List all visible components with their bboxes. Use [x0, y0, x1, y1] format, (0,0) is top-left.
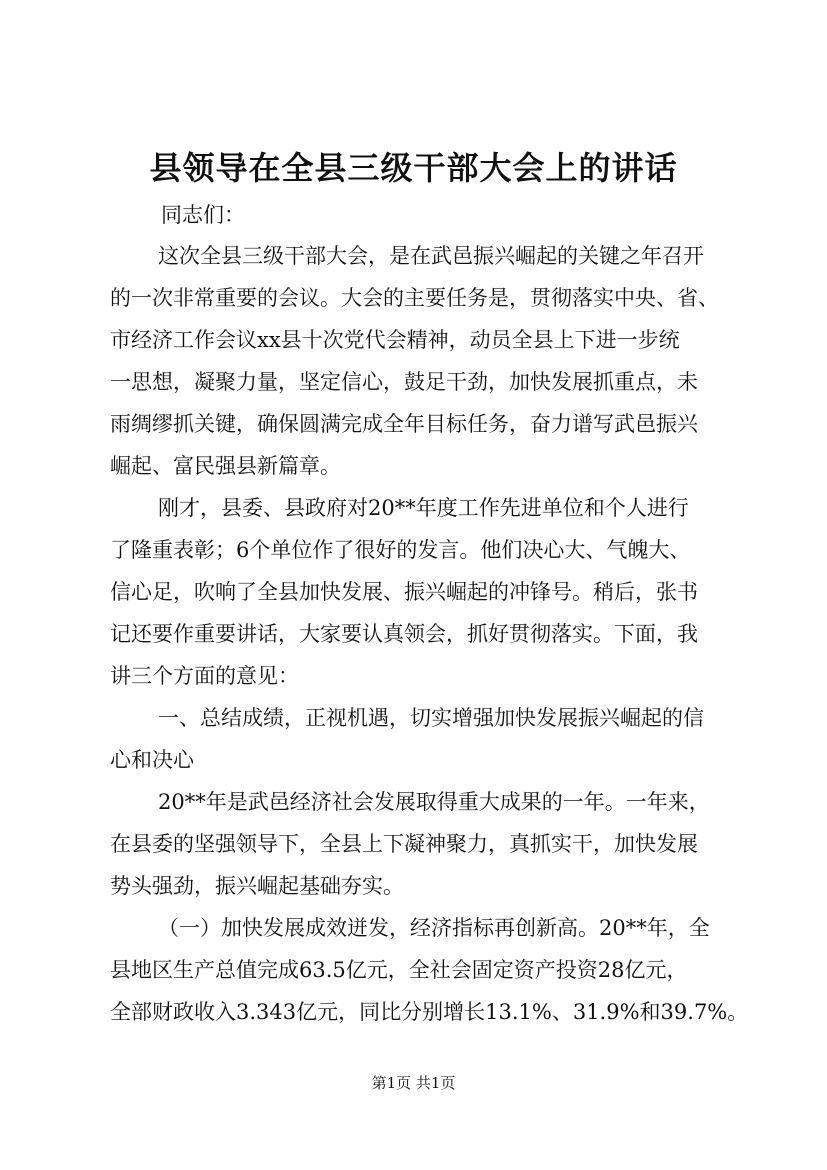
paragraph-line: 势头强劲，振兴崛起基础夯实。	[110, 874, 404, 898]
paragraph-line: 雨绸缪抓关键，确保圆满完成全年目标任务，奋力谱写武邑振兴	[110, 412, 698, 436]
paragraph-line: （一）加快发展成效迸发，经济指标再创新高。20**年，全	[158, 916, 710, 940]
page-footer: 第1页 共1页	[371, 1074, 456, 1092]
paragraph-line: 市经济工作会议xx县十次党代会精神，动员全县上下进一步统	[110, 328, 680, 352]
section-heading-line: 一、总结成绩，正视机遇，切实增强加快发展振兴崛起的信	[158, 706, 704, 730]
paragraph-line: 20**年是武邑经济社会发展取得重大成果的一年。一年来，	[158, 790, 710, 814]
paragraph-line: 全部财政收入3.343亿元，同比分别增长13.1%、31.9%和39.7%。	[110, 1000, 749, 1024]
paragraph-line: 的一次非常重要的会议。大会的主要任务是，贯彻落实中央、省、	[110, 286, 719, 310]
paragraph-line: 刚才，县委、县政府对20**年度工作先进单位和个人进行	[158, 496, 689, 520]
section-heading-line: 心和决心	[110, 748, 194, 772]
paragraph-line: 这次全县三级干部大会，是在武邑振兴崛起的关键之年召开	[158, 244, 704, 268]
document-title: 县领导在全县三级干部大会上的讲话	[149, 149, 678, 187]
salutation: 同志们：	[161, 203, 245, 227]
paragraph-line: 县地区生产总值完成63.5亿元，全社会固定资产投资28亿元，	[110, 958, 688, 982]
paragraph-line: 了隆重表彰；6个单位作了很好的发言。他们决心大、气魄大、	[110, 538, 691, 562]
paragraph-line: 在县委的坚强领导下，全县上下凝神聚力，真抓实干，加快发展	[110, 832, 698, 856]
paragraph-line: 信心足，吹响了全县加快发展、振兴崛起的冲锋号。稍后，张书	[110, 580, 698, 604]
paragraph-line: 讲三个方面的意见：	[110, 664, 299, 688]
paragraph-line: 一思想，凝聚力量，坚定信心，鼓足干劲，加快发展抓重点，未	[110, 370, 698, 394]
paragraph-line: 记还要作重要讲话，大家要认真领会，抓好贯彻落实。下面，我	[110, 622, 698, 646]
paragraph-line: 崛起、富民强县新篇章。	[110, 454, 341, 478]
